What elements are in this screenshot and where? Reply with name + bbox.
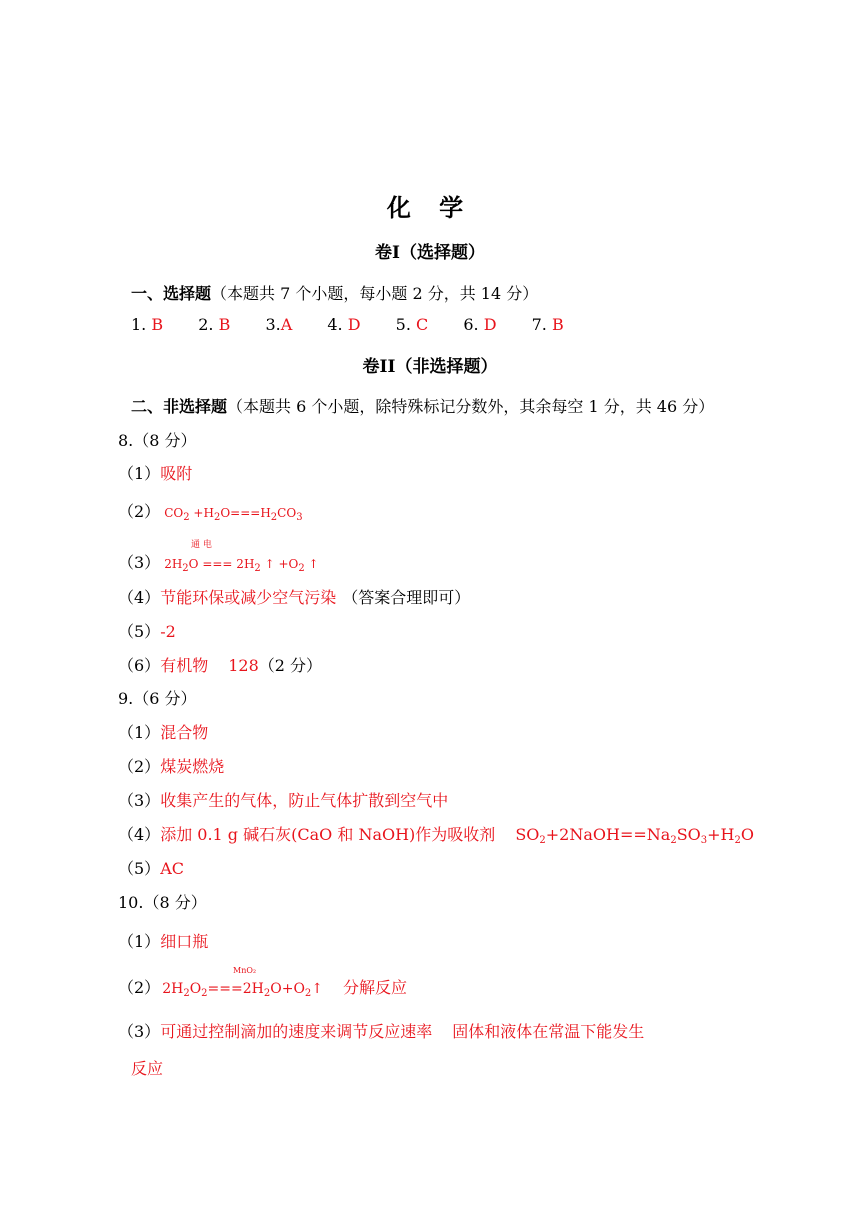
q10-part-3: （3）可通过控制滴加的速度来调节反应速率 固体和液体在常温下能发生 bbox=[118, 1022, 645, 1041]
section-1-heading bbox=[131, 281, 538, 304]
section-2-heading bbox=[131, 394, 714, 417]
q8-part-2: （2） $CO_2 +H_2O===H_2CO_3$ bbox=[118, 502, 303, 523]
q9-part-4: （4）添加 0.1 g 碱石灰(CaO 和 NaOH)作为吸收剂 $SO_2+2NaOH==Na_2SO_3+H_2O$ bbox=[118, 825, 754, 846]
q8-part-3-condition: 通 电 bbox=[191, 540, 212, 550]
mc-answer: 3.A bbox=[265, 315, 293, 334]
section-2-title: 二、非选择题 bbox=[131, 397, 228, 416]
section-2-desc: （本题共 6 个小题，除特殊标记分数外，其余每空 1 分，共 46 分） bbox=[227, 397, 715, 416]
mc-answer: 4. D bbox=[327, 315, 361, 334]
volume-2-heading: 卷II（非选择题） bbox=[362, 357, 498, 377]
mc-answer: 5. C bbox=[395, 315, 429, 334]
q10-heading: 10.（8 分） bbox=[118, 893, 207, 912]
q9-part-1: （1）混合物 bbox=[118, 723, 209, 742]
page-title: 化 学 bbox=[386, 193, 474, 222]
mc-answer: 1. B bbox=[131, 315, 164, 334]
q10-part-2: （2） $2H_2O_2===2H_2O+O_2↑$ 分解反应 bbox=[118, 978, 408, 999]
q8-part-4: （4）节能环保或减少空气污染 （答案合理即可） bbox=[118, 588, 471, 607]
q10-part-1: （1）细口瓶 bbox=[118, 932, 209, 951]
mc-answer: 7. B bbox=[531, 315, 564, 334]
q9-heading: 9.（6 分） bbox=[118, 689, 197, 708]
q9-part-2: （2）煤炭燃烧 bbox=[118, 757, 225, 776]
q8-part-6: （6）有机物 128（2 分） bbox=[118, 656, 323, 675]
q8-part-5: （5）-2 bbox=[118, 622, 176, 641]
q9-part-3: （3）收集产生的气体，防止气体扩散到空气中 bbox=[118, 791, 449, 810]
q8-part-1: （1）吸附 bbox=[118, 464, 193, 483]
mc-answer: 2. B bbox=[198, 315, 231, 334]
q10-part-2-condition: MnO₂ bbox=[233, 966, 257, 975]
q10-part-3-continued: 反应 bbox=[131, 1059, 164, 1078]
q8-heading: 8.（8 分） bbox=[118, 431, 197, 450]
q9-part-5: （5）AC bbox=[118, 859, 184, 878]
mc-answers bbox=[131, 315, 594, 334]
mc-answer: 6. D bbox=[463, 315, 497, 334]
section-1-desc: （本题共 7 个小题，每小题 2 分，共 14 分） bbox=[211, 284, 539, 303]
q8-part-3: （3） $2H_2O$ === $2H_2$ ↑ $+O_2$ ↑ bbox=[118, 553, 319, 574]
section-1-title: 一、选择题 bbox=[131, 284, 212, 303]
volume-1-heading: 卷I（选择题） bbox=[375, 243, 485, 263]
